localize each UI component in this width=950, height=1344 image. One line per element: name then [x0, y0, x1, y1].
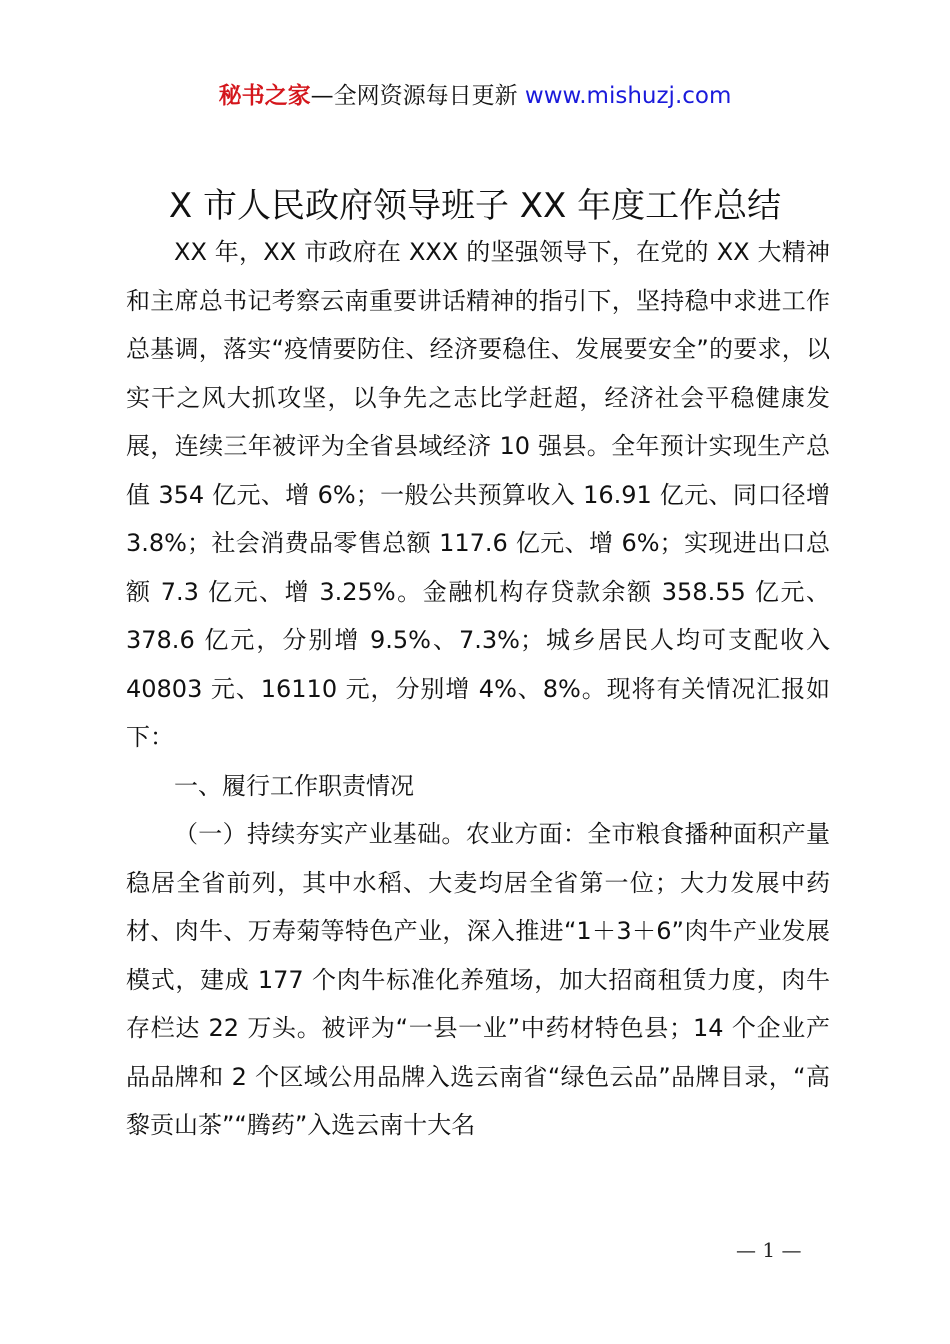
section-heading: 一、履行工作职责情况 — [174, 771, 414, 800]
intro-paragraph: XX 年，XX 市政府在 XXX 的坚强领导下，在党的 XX 大精神和主席总书记考察云南重要讲话精神的指引下，坚持稳中求进工作总基调，落实“疫情要防住、经济要稳住、发展要安全”的要求，以实干之风大抓攻坚，以争先之志比学赶超，经济社会平稳健康发展，连续三年被评为全省县域经济 10 强县。全年预计实现生产总值 354 亿元、增 6%；一般公共预算收入 16.91 亿元、同口径增 3.8%；社会消费品零售总额 117.6 亿元、增 6%；实现进出口总额 7.3 亿元、增 3.25%。金融机构存贷款余额 358.55 亿元、378.6 亿元，分别增 9.5%、7.3%；城乡居民人均可支配收入 40803 元、16110 元，分别增 4%、8%。现将有关情况汇报如下： — [126, 238, 830, 751]
document-title: X 市人民政府领导班子 XX 年度工作总结 — [168, 186, 782, 226]
header-tagline: —全网资源每日更新 — [310, 83, 518, 109]
page-number: — 1 — — [736, 1238, 802, 1262]
document-body — [126, 228, 830, 1150]
body-paragraph: （一）持续夯实产业基础。农业方面：全市粮食播种面积产量稳居全省前列，其中水稻、大麦均居全省第一位；大力发展中药材、肉牛、万寿菊等特色产业，深入推进“1＋3＋6”肉牛产业发展模式，建成 177 个肉牛标准化养殖场，加大招商租赁力度，肉牛存栏达 22 万头。被评为“一县一业”中药材特色县；14 个企业产品品牌和 2 个区域公用品牌入选云南省“绿色云品”品牌目录，“高黎贡山茶”“腾药”入选云南十大名 — [126, 820, 830, 1139]
site-header — [0, 78, 950, 114]
brand-name: 秘书之家 — [218, 83, 311, 109]
site-url-link[interactable]: www.mishuzj.com — [524, 83, 732, 109]
